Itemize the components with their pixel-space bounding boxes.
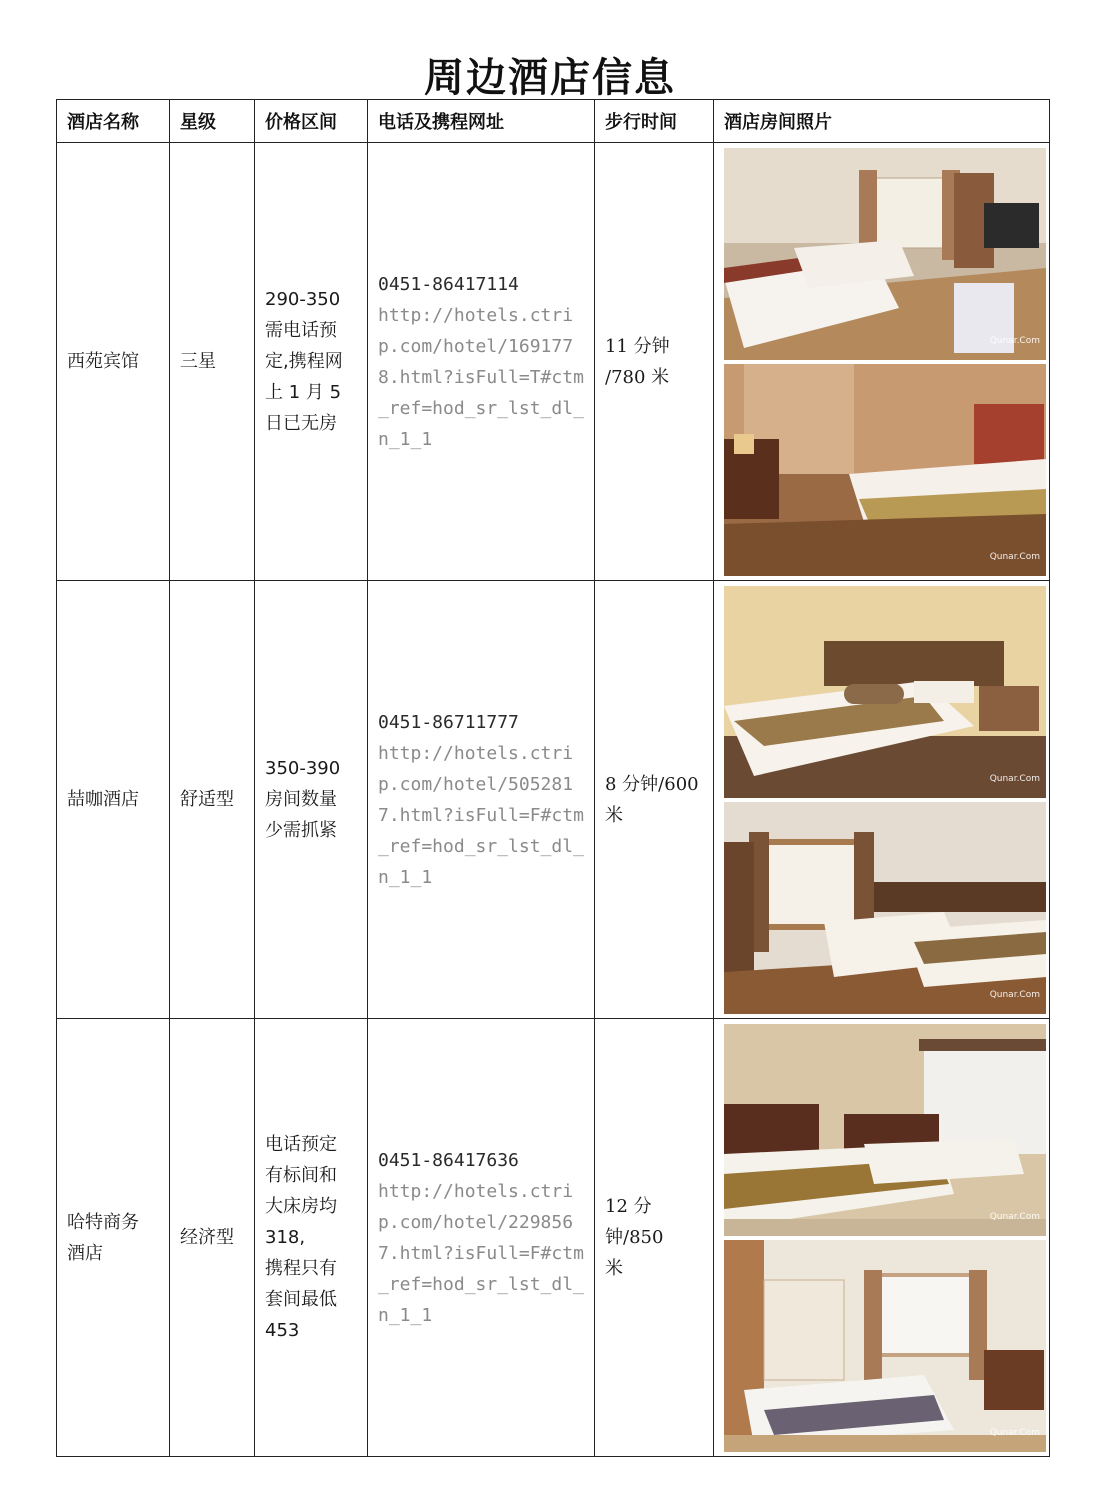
header-room-photos: 酒店房间照片: [714, 100, 1050, 143]
room-photo: [724, 148, 1046, 360]
hotel-walk-time: 8 分钟/600 米: [595, 581, 714, 1019]
hotel-url-link[interactable]: http://hotels.ctrip.com/hotel/2298567.html?isFull=F#ctm_ref=hod_sr_lst_dl_n_1_1: [378, 1180, 584, 1326]
table-row: [57, 1019, 1050, 1457]
room-photo: [724, 1024, 1046, 1236]
room-photo: [724, 1240, 1046, 1452]
header-contact: 电话及携程网址: [368, 100, 595, 143]
hotel-star: 经济型: [170, 1019, 255, 1457]
hotel-phone: 0451-86417114: [378, 273, 519, 295]
hotel-contact: [368, 581, 595, 1019]
header-hotel-name: 酒店名称: [57, 100, 170, 143]
hotel-walk-time: 11 分钟 /780 米: [595, 143, 714, 581]
hotel-table: [56, 99, 1050, 1457]
room-photo: [724, 586, 1046, 798]
hotel-name: 喆咖酒店: [57, 581, 170, 1019]
hotel-name: 西苑宾馆: [57, 143, 170, 581]
header-star: 星级: [170, 100, 255, 143]
hotel-photos: [714, 1019, 1050, 1457]
photo-watermark: Qunar.Com: [989, 551, 1040, 562]
header-row: [57, 100, 1050, 143]
hotel-star: 舒适型: [170, 581, 255, 1019]
table-row: [57, 581, 1050, 1019]
table-row: [57, 143, 1050, 581]
hotel-walk-time: 12 分钟/850 米: [595, 1019, 714, 1457]
header-walk-time: 步行时间: [595, 100, 714, 143]
hotel-name: 哈特商务 酒店: [57, 1019, 170, 1457]
header-price: 价格区间: [255, 100, 368, 143]
hotel-price: 290-350 需电话预 定,携程网 上 1 月 5 日已无房: [255, 143, 368, 581]
hotel-photos: [714, 143, 1050, 581]
hotel-photos: [714, 581, 1050, 1019]
photo-watermark: Qunar.Com: [989, 1211, 1040, 1222]
page-title: 周边酒店信息: [424, 55, 676, 101]
hotel-price: 350-390 房间数量 少需抓紧: [255, 581, 368, 1019]
room-photo: [724, 802, 1046, 1014]
hotel-price: 电话预定 有标间和 大床房均 318, 携程只有 套间最低 453: [255, 1019, 368, 1457]
photo-watermark: Qunar.Com: [989, 989, 1040, 1000]
hotel-url-link[interactable]: http://hotels.ctrip.com/hotel/1691778.html?isFull=T#ctm_ref=hod_sr_lst_dl_n_1_1: [378, 304, 584, 450]
hotel-phone: 0451-86417636: [378, 1149, 519, 1171]
photo-watermark: Qunar.Com: [989, 335, 1040, 346]
photo-watermark: Qunar.Com: [989, 1427, 1040, 1438]
photo-watermark: Qunar.Com: [989, 773, 1040, 784]
hotel-contact: [368, 143, 595, 581]
hotel-url-link[interactable]: http://hotels.ctrip.com/hotel/5052817.html?isFull=F#ctm_ref=hod_sr_lst_dl_n_1_1: [378, 742, 584, 888]
hotel-contact: [368, 1019, 595, 1457]
hotel-phone: 0451-86711777: [378, 711, 519, 733]
hotel-star: 三星: [170, 143, 255, 581]
room-photo: [724, 364, 1046, 576]
